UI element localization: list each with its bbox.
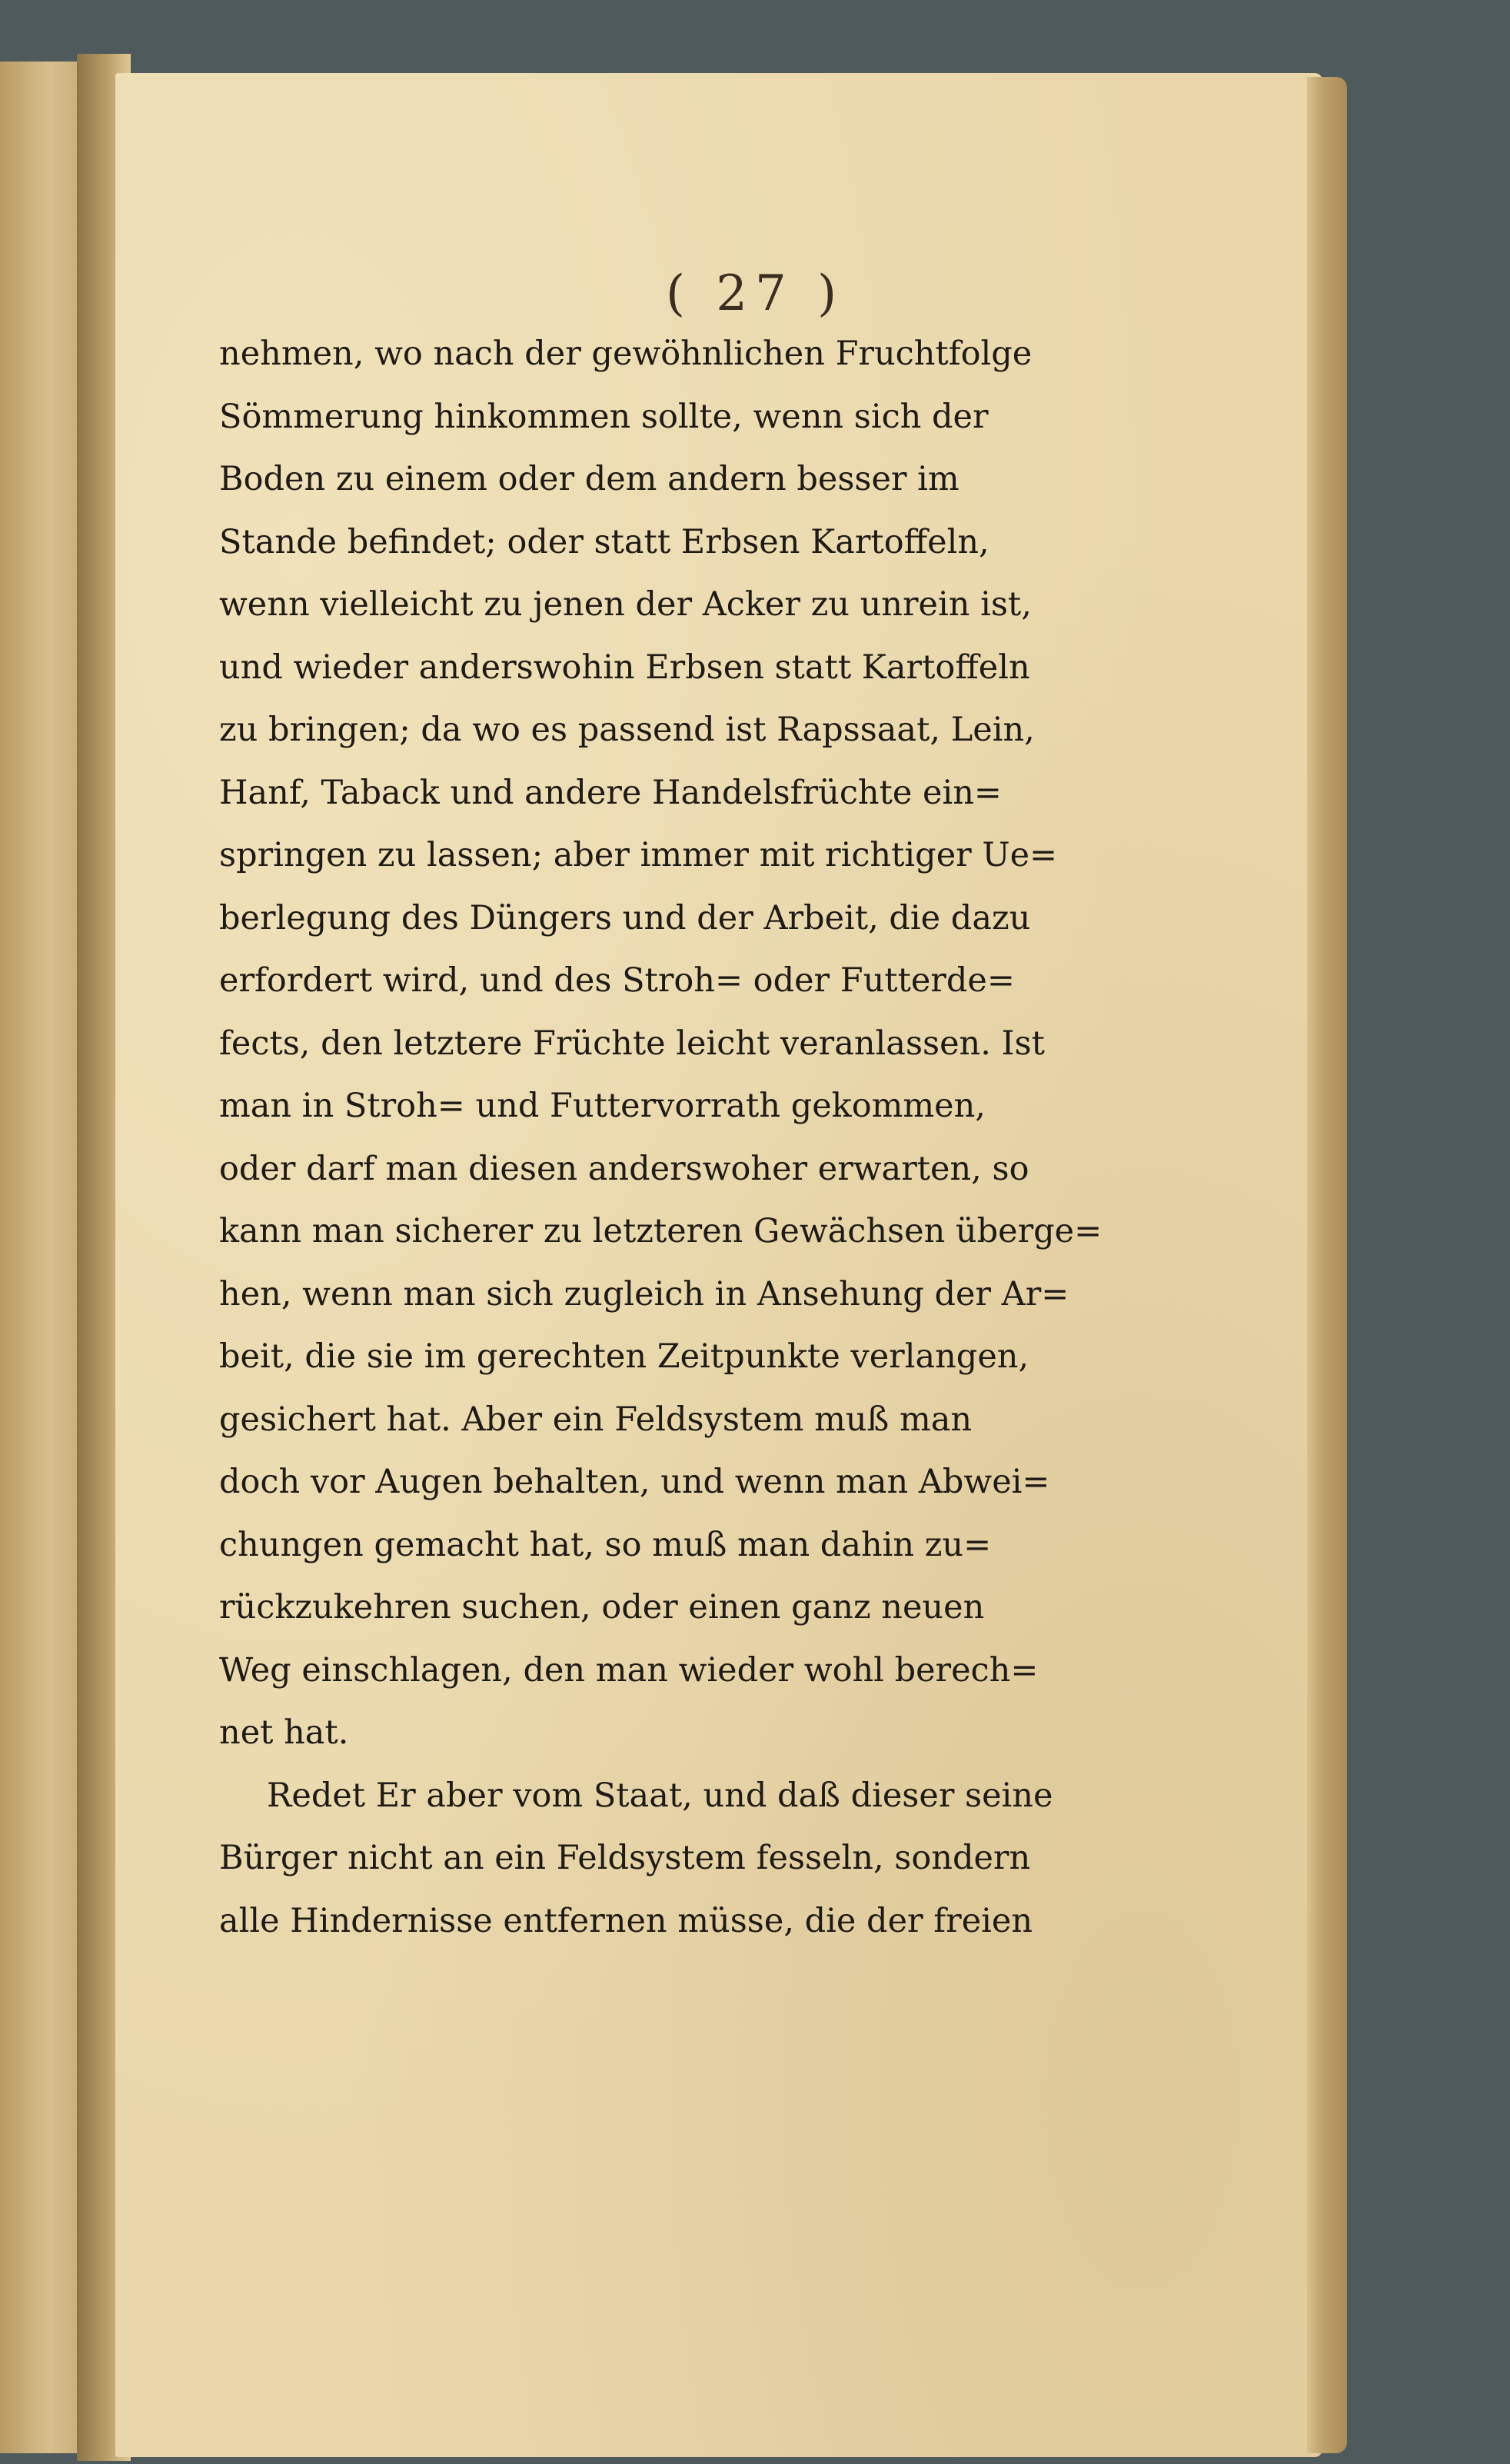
page-body-text [219,323,1103,1953]
text-line: Boden zu einem oder dem andern besser im [219,460,960,498]
text-line: nehmen, wo nach der gewöhnlichen Fruchtfolge [219,335,1033,373]
text-line: beit, die sie im gerechten Zeitpunkte verlangen, [219,1337,1029,1376]
text-line: Weg einschlagen, den man wieder wohl berech= [219,1650,1039,1690]
text-line: rückzukehren suchen, oder einen ganz neuen [219,1588,985,1627]
text-line: doch vor Augen behalten, und wenn man Abwei= [219,1463,1050,1501]
text-line: Hanf, Taback und andere Handelsfrüchte ein= [219,773,1002,812]
page-number-header: ( 27 ) [665,265,845,322]
text-line: net hat. [219,1713,349,1752]
text-line: oder darf man diesen anderswoher erwarten, so [219,1149,1029,1188]
paragraph-start-line: Redet Er aber vom Staat, und daß dieser seine [267,1776,1053,1815]
text-line: und wieder anderswohin Erbsen statt Kartoffeln [219,648,1030,687]
left-page-edge [0,62,83,2453]
text-line: zu bringen; da wo es passend ist Rapssaat, Lein, [219,711,1035,749]
text-line: fects, den letztere Früchte leicht veranlassen. Ist [219,1024,1045,1063]
text-line: Stande befindet; oder statt Erbsen Kartoffeln, [219,522,989,561]
text-line: berlegung des Düngers und der Arbeit, die dazu [219,898,1031,937]
page-fore-edge [1307,77,1347,2453]
text-line: gesichert hat. Aber ein Feldsystem muß man [219,1400,973,1439]
text-line: wenn vielleicht zu jenen der Acker zu unrein ist, [219,585,1032,624]
text-line: Bürger nicht an ein Feldsystem fesseln, sondern [219,1839,1031,1877]
text-line: Sömmerung hinkommen sollte, wenn sich der [219,397,989,436]
text-line: kann man sicherer zu letzteren Gewächsen überge= [219,1212,1103,1250]
text-line: springen zu lassen; aber immer mit richtiger Ue= [219,836,1058,874]
text-line: man in Stroh= und Futtervorrath gekommen, [219,1087,986,1125]
text-line: alle Hindernisse entfernen müsse, die der freien [219,1901,1033,1940]
text-line: hen, wenn man sich zugleich in Ansehung der Ar= [219,1274,1069,1314]
text-line: chungen gemacht hat, so muß man dahin zu= [219,1525,992,1564]
text-line: erfordert wird, und des Stroh= oder Futterde= [219,961,1015,1000]
